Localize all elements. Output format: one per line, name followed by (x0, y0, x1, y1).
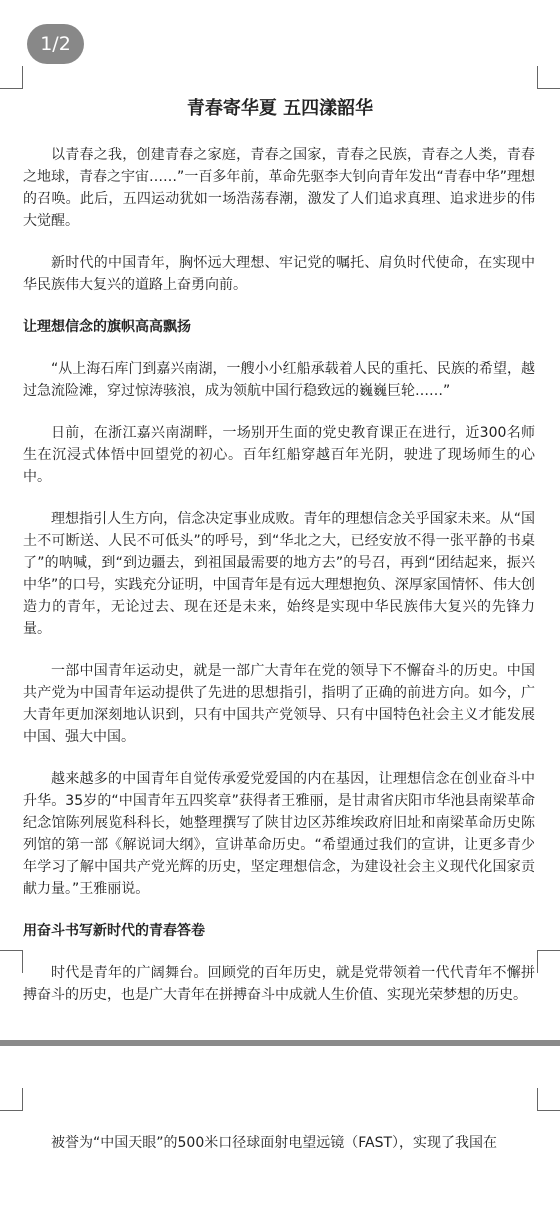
section1-paragraph: 一部中国青年运动史，就是一部广大青年在党的领导下不懈奋斗的历史。中国共产党为中国青年运动提供了先进的思想指引，指明了正确的前进方向。如今，广大青年更加深刻地认识到，只有中国共产党领导、只有中国特色社会主义才能发展中国、强大中国。 (23, 663, 535, 745)
document-page-2 (0, 1046, 560, 1212)
crop-mark-bottom-left (0, 950, 23, 973)
page-indicator[interactable]: 1/2 (27, 24, 84, 64)
crop-mark-bottom-right (537, 950, 560, 973)
section1-paragraph: 理想指引人生方向，信念决定事业成败。青年的理想信念关乎国家未来。从“国土不可断送、人民不可低头”的呼号，到“华北之大，已经安放不得一张平静的书桌了”的呐喊，到“到边疆去，到祖国最需要的地方去”的号召，再到“团结起来，振兴中华”的口号，实践充分证明，中国青年是有远大理想抱负、深厚家国情怀、伟大创造力的青年，无论过去、现在还是未来，始终是实现中华民族伟大复兴的先锋力量。 (23, 511, 535, 637)
page2-paragraph: 被誉为“中国天眼”的500米口径球面射电望远镜（FAST），实现了我国在 (51, 1135, 498, 1151)
article-title: 青春寄华夏 五四漾韶华 (186, 98, 374, 119)
page2-cutoff (0, 1156, 560, 1212)
section1-paragraph: 日前，在浙江嘉兴南湖畔，一场别开生面的党史教育课正在进行，近300名师生在沉浸式体悟中回望党的初心。百年红船穿越百年光阴，驶进了现场师生的心中。 (23, 425, 535, 485)
crop-mark-page2-top-left (0, 1088, 23, 1111)
crop-mark-top-right (537, 66, 560, 89)
section1-paragraph: 越来越多的中国青年自觉传承爱党爱国的内在基因，让理想信念在创业奋斗中升华。35岁的“中国青年五四奖章”获得者王雅丽，是甘肃省庆阳市华池县南梁革命纪念馆陈列展览科科长，她整理撰写了陕甘边区苏维埃政府旧址和南梁革命历史陈列馆的第一部《解说词大纲》，宣讲革命历史。“希望通过我们的宣讲，让更多青少年学习了解中国共产党光辉的历史，坚定理想信念，为建设社会主义现代化国家贡献力量。”王雅丽说。 (23, 771, 535, 897)
intro-paragraph-2: 新时代的中国青年，胸怀远大理想、牢记党的嘱托、肩负时代使命，在实现中华民族伟大复兴的道路上奋勇向前。 (23, 255, 535, 293)
intro-paragraph-1: 以青春之我，创建青春之家庭，青春之国家，青春之民族，青春之人类，青春之地球，青春之宇宙……”一百多年前，革命先驱李大钊向青年发出“青春中华”理想的召唤。此后，五四运动犹如一场浩荡春潮，激发了人们追求真理、追求进步的伟大觉醒。 (23, 147, 535, 229)
section1-paragraph: “从上海石库门到嘉兴南湖，一艘小小红船承载着人民的重托、民族的希望，越过急流险滩，穿过惊涛骇浪，成为领航中国行稳致远的巍巍巨轮……” (23, 361, 535, 399)
article-body (23, 144, 535, 1006)
section2-paragraph: 时代是青年的广阔舞台。回顾党的百年历史，就是党带领着一代代青年不懈拼搏奋斗的历史，也是广大青年在拼搏奋斗中成就人生价值、实现光荣梦想的历史。 (23, 965, 535, 1003)
section-heading-2: 用奋斗书写新时代的青春答卷 (23, 923, 205, 939)
crop-mark-page2-top-right (537, 1088, 560, 1111)
section-heading-1: 让理想信念的旗帜高高飘扬 (23, 319, 191, 335)
crop-mark-top-left (0, 66, 23, 89)
